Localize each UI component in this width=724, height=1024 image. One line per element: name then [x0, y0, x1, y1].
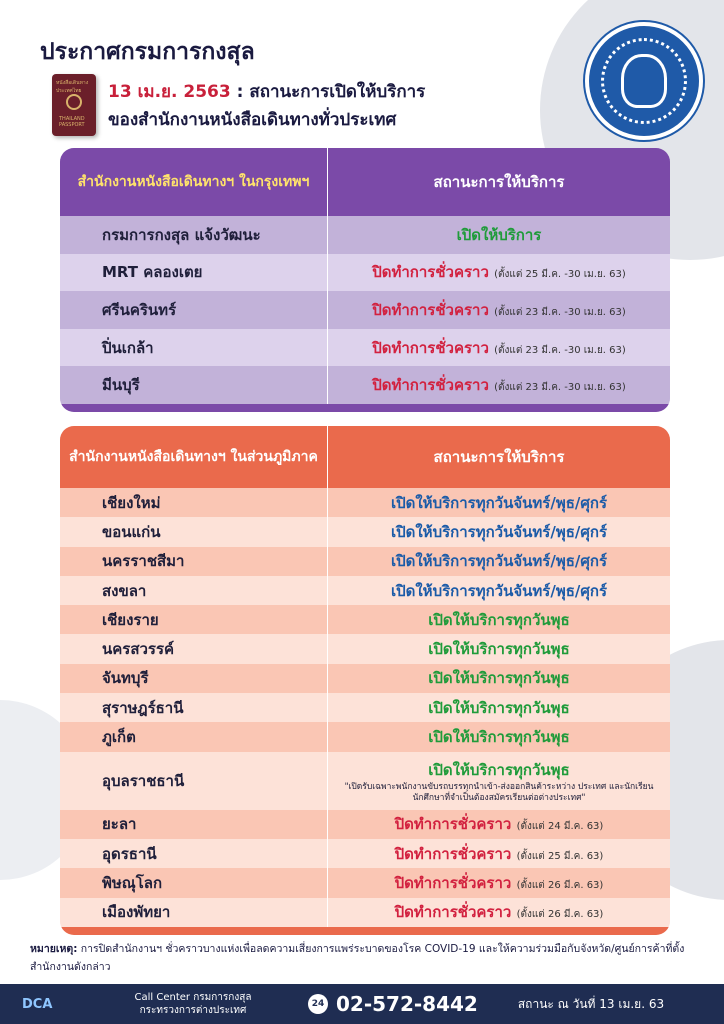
status-text: เปิดให้บริการทุกวันจันทร์/พุธ/ศุกร์	[390, 493, 608, 512]
status-note: (ตั้งแต่ 25 มี.ค. -30 เม.ย. 63)	[494, 269, 626, 281]
status-text: เปิดให้บริการทุกวันพุธ	[428, 640, 570, 659]
status-text: เปิดให้บริการทุกวันพุธ	[428, 610, 570, 629]
table-row	[60, 810, 670, 839]
table-row	[60, 216, 670, 254]
status-text: เปิดให้บริการ	[456, 225, 542, 244]
status-cell	[328, 812, 670, 836]
table-body	[60, 216, 670, 404]
office-name: ภูเก็ต	[60, 722, 328, 751]
emblem-icon	[66, 94, 82, 110]
office-name: อุบลราชธานี	[60, 752, 328, 810]
status-cell	[328, 666, 670, 690]
status-cell	[328, 373, 670, 397]
table-row	[60, 517, 670, 546]
status-text: ปิดทำการชั่วคราว	[372, 263, 489, 282]
office-name: สุราษฎร์ธานี	[60, 693, 328, 722]
office-name: มีนบุรี	[60, 366, 328, 404]
table-row	[60, 839, 670, 868]
footer-bar	[0, 984, 724, 1024]
table-row	[60, 254, 670, 292]
status-as-of-date: สถานะ ณ วันที่ 13 เม.ย. 63	[517, 996, 665, 1011]
subtitle	[108, 78, 425, 134]
status-text: ปิดทำการชั่วคราว	[394, 903, 512, 922]
status-cell	[328, 579, 670, 603]
table-row	[60, 488, 670, 517]
status-cell	[328, 842, 670, 866]
header-office: สำนักงานหนังสือเดินทางฯ ในส่วนภูมิภาค	[60, 426, 328, 488]
regional-offices-table	[60, 426, 670, 935]
office-name: เชียงราย	[60, 605, 328, 634]
remark-label: หมายเหตุ:	[30, 943, 78, 955]
office-name: สงขลา	[60, 576, 328, 605]
status-cell	[328, 871, 670, 895]
office-name: MRT คลองเตย	[60, 254, 328, 292]
office-name: จันทบุรี	[60, 664, 328, 693]
status-cell	[328, 298, 670, 322]
office-name: นครสวรรค์	[60, 634, 328, 663]
office-name: พิษณุโลก	[60, 868, 328, 897]
header-status: สถานะการให้บริการ	[433, 448, 565, 466]
status-cell	[328, 608, 670, 632]
phone-24h-icon: 24	[308, 994, 328, 1014]
status-text: เปิดให้บริการทุกวันพุธ	[428, 669, 570, 688]
table-row	[60, 547, 670, 576]
bangkok-offices-table	[60, 148, 670, 412]
status-text: เปิดให้บริการทุกวันพุธ	[428, 728, 570, 747]
table-row	[60, 664, 670, 693]
table-footer-bar	[60, 404, 670, 412]
table-row	[60, 722, 670, 751]
table-row	[60, 693, 670, 722]
status-text: ปิดทำการชั่วคราว	[372, 300, 489, 319]
office-name: กรมการกงสุล แจ้งวัฒนะ	[60, 216, 328, 254]
page-title: ประกาศกรมการกงสุล	[40, 39, 255, 65]
status-cell	[328, 696, 670, 720]
status-note: (ตั้งแต่ 26 มี.ค. 63)	[516, 879, 604, 891]
table-row	[60, 291, 670, 329]
table-row	[60, 898, 670, 927]
table-row	[60, 576, 670, 605]
status-note: (ตั้งแต่ 23 มี.ค. -30 เม.ย. 63)	[494, 344, 626, 356]
seal-figure	[621, 54, 667, 108]
status-cell	[328, 336, 670, 360]
status-text: เปิดให้บริการทุกวันพุธ	[428, 698, 570, 717]
status-text: ปิดทำการชั่วคราว	[394, 873, 512, 892]
office-name: ปิ่นเกล้า	[60, 329, 328, 367]
status-note: (ตั้งแต่ 25 มี.ค. 63)	[516, 850, 604, 862]
status-cell	[328, 758, 670, 804]
table-row	[60, 605, 670, 634]
status-cell	[328, 491, 670, 515]
phone-number[interactable]: 02-572-8442	[336, 992, 478, 1016]
remark-note	[30, 940, 710, 976]
table-row	[60, 752, 670, 810]
status-note: (ตั้งแต่ 24 มี.ค. 63)	[516, 821, 604, 833]
status-note: (ตั้งแต่ 23 มี.ค. -30 เม.ย. 63)	[494, 306, 626, 318]
status-text: เปิดให้บริการทุกวันพุธ	[428, 760, 570, 779]
subtitle-date: 13 เม.ย. 2563	[108, 82, 231, 102]
table-row	[60, 634, 670, 663]
passport-bottom-text: THAILAND PASSPORT	[59, 116, 85, 128]
callcenter-line2: กระทรวงการต่างประเทศ	[139, 1005, 247, 1016]
status-text: เปิดให้บริการทุกวันจันทร์/พุธ/ศุกร์	[390, 522, 608, 541]
office-name: ขอนแก่น	[60, 517, 328, 546]
status-cell	[328, 223, 670, 247]
status-text: เปิดให้บริการทุกวันจันทร์/พุธ/ศุกร์	[390, 552, 608, 571]
table-header	[60, 426, 670, 488]
callcenter-label	[108, 991, 278, 1017]
header-status: สถานะการให้บริการ	[433, 173, 565, 191]
office-name: อุดรธานี	[60, 839, 328, 868]
passport-top-text: หนังสือเดินทาง ประเทศไทย	[56, 80, 89, 94]
status-note: (ตั้งแต่ 26 มี.ค. 63)	[516, 909, 604, 921]
office-name: ยะลา	[60, 810, 328, 839]
callcenter-line1: Call Center กรมการกงสุล	[134, 992, 252, 1003]
status-note: "เปิดรับเฉพาะพนักงานขับรถบรรทุกนำเข้า-ส่งออกสินค้าระหว่าง ประเทศ และนักเรียน นักศึกษาที่จำเป็นต้องสมัครเรียนต่อต่างประเทศ"	[344, 781, 654, 803]
status-note: (ตั้งแต่ 23 มี.ค. -30 เม.ย. 63)	[494, 382, 626, 394]
status-cell	[328, 549, 670, 573]
office-name: เชียงใหม่	[60, 488, 328, 517]
table-body	[60, 488, 670, 927]
status-cell	[328, 260, 670, 284]
status-cell	[328, 637, 670, 661]
status-cell	[328, 725, 670, 749]
table-row	[60, 868, 670, 897]
status-text: ปิดทำการชั่วคราว	[394, 844, 512, 863]
subtitle-line2: ของสำนักงานหนังสือเดินทางทั่วประเทศ	[108, 110, 397, 130]
office-name: ศรีนครินทร์	[60, 291, 328, 329]
table-header	[60, 148, 670, 216]
header-office: สำนักงานหนังสือเดินทางฯ ในกรุงเทพฯ	[60, 148, 328, 216]
office-name: นครราชสีมา	[60, 547, 328, 576]
remark-text: การปิดสำนักงานฯ ชั่วคราวบางแห่งเพื่อลดความเสี่ยงการแพร่ระบาดของโรค COVID-19 และให้ความร่วมมือกับจังหวัด/ศูนย์การค้าที่ตั้งสำนักงานดังกล่าว	[30, 943, 685, 973]
table-row	[60, 329, 670, 367]
status-cell	[328, 520, 670, 544]
status-text: ปิดทำการชั่วคราว	[372, 376, 489, 395]
status-text: ปิดทำการชั่วคราว	[372, 338, 489, 357]
dca-logo: DCA	[22, 996, 53, 1012]
status-text: ปิดทำการชั่วคราว	[394, 815, 512, 834]
table-row	[60, 366, 670, 404]
status-cell	[328, 900, 670, 924]
department-seal-icon	[585, 22, 703, 140]
status-text: เปิดให้บริการทุกวันจันทร์/พุธ/ศุกร์	[390, 581, 608, 600]
subtitle-line1: : สถานะการเปิดให้บริการ	[230, 82, 426, 102]
table-footer-bar	[60, 927, 670, 935]
passport-icon	[52, 74, 96, 136]
office-name: เมืองพัทยา	[60, 898, 328, 927]
